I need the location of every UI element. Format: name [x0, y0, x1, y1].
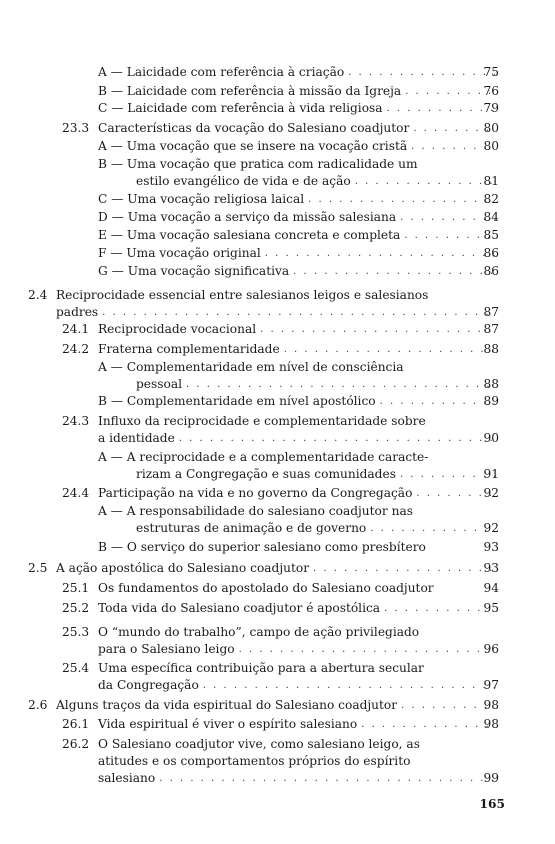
entry-label: B — — [98, 157, 124, 171]
entry-title: Uma vocação significativa — [127, 264, 290, 278]
entry-page: 84 — [483, 210, 499, 224]
entry-page: 93 — [483, 540, 499, 554]
entry-label: 2.6 — [28, 698, 48, 712]
dot-leader — [313, 562, 495, 575]
toc-entry — [28, 562, 499, 575]
entry-title: Participação na vida e no governo da Congregação — [98, 486, 413, 500]
entry-title: Reciprocidade vocacional — [98, 322, 257, 336]
entry-page: 91 — [483, 467, 499, 481]
entry-page: 89 — [483, 394, 499, 408]
toc-entry — [62, 582, 499, 595]
entry-title-line: Reciprocidade essencial entre salesianos leigos e salesianos — [56, 288, 429, 302]
toc-entry — [62, 323, 499, 336]
dot-leader — [159, 772, 495, 785]
dot-leader — [284, 343, 495, 356]
entry-label: E — — [98, 228, 123, 242]
toc-entry — [62, 122, 499, 135]
toc-entry — [98, 66, 499, 79]
entry-page: 92 — [483, 521, 499, 535]
toc-entry — [28, 289, 499, 319]
entry-label: C — — [98, 101, 124, 115]
entry-label: G — — [98, 264, 124, 278]
entry-page: 80 — [483, 139, 499, 153]
entry-page: 93 — [483, 561, 499, 575]
toc-entry — [62, 487, 499, 500]
entry-title-line: A reciprocidade e a complementaridade caracte- — [126, 450, 429, 464]
entry-label: D — — [98, 210, 124, 224]
toc-entry — [62, 602, 499, 615]
toc-entry — [62, 343, 499, 356]
dot-leader — [361, 718, 495, 731]
toc-entry — [98, 229, 499, 242]
entry-label: 2.4 — [28, 288, 48, 302]
entry-title: Laicidade com referência à criação — [126, 65, 345, 79]
entry-title: Uma vocação salesiana concreta e completa — [126, 228, 401, 242]
toc-entry — [62, 662, 499, 692]
dot-leader — [265, 247, 495, 260]
entry-title-line: Uma vocação que pratica com radicalidade um — [126, 157, 418, 171]
toc-entry — [62, 415, 499, 445]
entry-label: 24.2 — [62, 342, 90, 356]
entry-title: Laicidade com referência à vida religiosa — [127, 101, 383, 115]
toc-entry — [98, 193, 499, 206]
entry-page: 87 — [483, 322, 499, 336]
entry-page: 98 — [483, 717, 499, 731]
entry-label: 25.3 — [62, 625, 90, 639]
toc-entry — [98, 85, 499, 98]
dot-leader — [186, 378, 495, 391]
entry-label: C — — [98, 192, 124, 206]
entry-title: A ação apostólica do Salesiano coadjutor — [56, 561, 310, 575]
entry-title-line: rizam a Congregação e suas comunidades — [136, 467, 396, 481]
entry-label: 2.5 — [28, 561, 48, 575]
entry-title-line: a identidade — [98, 431, 175, 445]
entry-label: B — — [98, 84, 124, 98]
entry-title-line: Uma específica contribuição para a abertura secular — [98, 661, 424, 675]
entry-label: B — — [98, 394, 124, 408]
toc-entry — [98, 395, 499, 408]
toc-entry — [98, 247, 499, 260]
entry-title: Características da vocação do Salesiano coadjutor — [98, 121, 410, 135]
entry-page: 95 — [483, 601, 499, 615]
entry-page: 87 — [483, 305, 499, 319]
toc-entry — [62, 626, 499, 656]
dot-leader — [239, 643, 495, 656]
entry-page: 99 — [483, 771, 499, 785]
entry-page: 97 — [483, 678, 499, 692]
entry-title-line: estruturas de animação e de governo — [136, 521, 367, 535]
entry-page: 90 — [483, 431, 499, 445]
entry-title-line: para o Salesiano leigo — [98, 642, 235, 656]
entry-label: 23.3 — [62, 121, 90, 135]
toc-entry — [98, 211, 499, 224]
dot-leader — [308, 193, 495, 206]
dot-leader — [179, 432, 495, 445]
entry-title: Complementaridade em nível apostólico — [126, 394, 376, 408]
page-number: 165 — [479, 797, 505, 811]
dot-leader — [348, 66, 495, 79]
toc-entry — [98, 140, 499, 153]
toc-entry — [98, 451, 499, 481]
toc-entry — [98, 102, 499, 115]
toc-entry — [98, 265, 499, 278]
entry-page: 88 — [483, 342, 499, 356]
entry-label: 25.4 — [62, 661, 90, 675]
entry-title-line: da Congregação — [98, 678, 199, 692]
entry-page: 98 — [483, 698, 499, 712]
entry-page: 94 — [483, 581, 499, 595]
entry-page: 82 — [483, 192, 499, 206]
toc-entry — [98, 361, 499, 391]
entry-title: Uma vocação a serviço da missão salesiana — [127, 210, 397, 224]
entry-title-line: estilo evangélico de vida e de ação — [136, 174, 351, 188]
entry-label: A — — [98, 360, 123, 374]
entry-label: A — — [98, 504, 123, 518]
toc-entry — [28, 699, 499, 712]
entry-title: Laicidade com referência à missão da Igreja — [126, 84, 402, 98]
entry-title-line: O Salesiano coadjutor vive, como salesiano leigo, as — [98, 737, 420, 751]
entry-page: 80 — [483, 121, 499, 135]
entry-page: 79 — [483, 101, 499, 115]
entry-title-line: A responsabilidade do salesiano coadjutor nas — [126, 504, 413, 518]
entry-title: Alguns traços da vida espiritual do Salesiano coadjutor — [56, 698, 398, 712]
entry-title-line: padres — [56, 305, 99, 319]
entry-title: Uma vocação que se insere na vocação cristã — [126, 139, 408, 153]
entry-label: 24.1 — [62, 322, 90, 336]
entry-title: Vida espiritual é viver o espírito salesiano — [98, 717, 358, 731]
entry-label: 25.1 — [62, 581, 90, 595]
entry-page: 75 — [483, 65, 499, 79]
entry-title-line: pessoal — [136, 377, 183, 391]
entry-title-line: salesiano — [98, 771, 156, 785]
toc-entry — [98, 505, 499, 535]
dot-leader — [355, 175, 495, 188]
entry-page: 88 — [483, 377, 499, 391]
entry-label: F — — [98, 246, 123, 260]
entry-page: 96 — [483, 642, 499, 656]
dot-leader — [102, 306, 495, 319]
toc-entry — [62, 738, 499, 785]
dot-leader — [203, 679, 495, 692]
entry-title: Fraterna complementaridade — [98, 342, 280, 356]
dot-leader — [293, 265, 495, 278]
toc-entry — [98, 541, 499, 554]
entry-title-line: Complementaridade em nível de consciência — [126, 360, 404, 374]
entry-label: 25.2 — [62, 601, 90, 615]
entry-title-line: atitudes e os comportamentos próprios do espírito — [98, 754, 411, 768]
entry-title: Toda vida do Salesiano coadjutor é apostólica — [98, 601, 381, 615]
dot-leader — [260, 323, 495, 336]
entry-label: 26.2 — [62, 737, 90, 751]
entry-page: 86 — [483, 264, 499, 278]
entry-page: 92 — [483, 486, 499, 500]
entry-label: 24.4 — [62, 486, 90, 500]
entry-page: 81 — [483, 174, 499, 188]
entry-label: A — — [98, 450, 123, 464]
entry-title: O serviço do superior salesiano como presbítero — [126, 540, 426, 554]
entry-label: B — — [98, 540, 124, 554]
entry-title: Uma vocação original — [126, 246, 261, 260]
toc-entry — [98, 158, 499, 188]
entry-page: 76 — [483, 84, 499, 98]
entry-label: 26.1 — [62, 717, 90, 731]
entry-label: 24.3 — [62, 414, 90, 428]
entry-label: A — — [98, 139, 123, 153]
entry-label: A — — [98, 65, 123, 79]
entry-title: Uma vocação religiosa laical — [127, 192, 305, 206]
entry-title-line: Influxo da reciprocidade e complementaridade sobre — [98, 414, 426, 428]
entry-page: 85 — [483, 228, 499, 242]
entry-title-line: O “mundo do trabalho”, campo de ação privilegiado — [98, 625, 420, 639]
entry-title: Os fundamentos do apostolado do Salesiano coadjutor — [98, 581, 434, 595]
entry-page: 86 — [483, 246, 499, 260]
toc-entry — [62, 718, 499, 731]
